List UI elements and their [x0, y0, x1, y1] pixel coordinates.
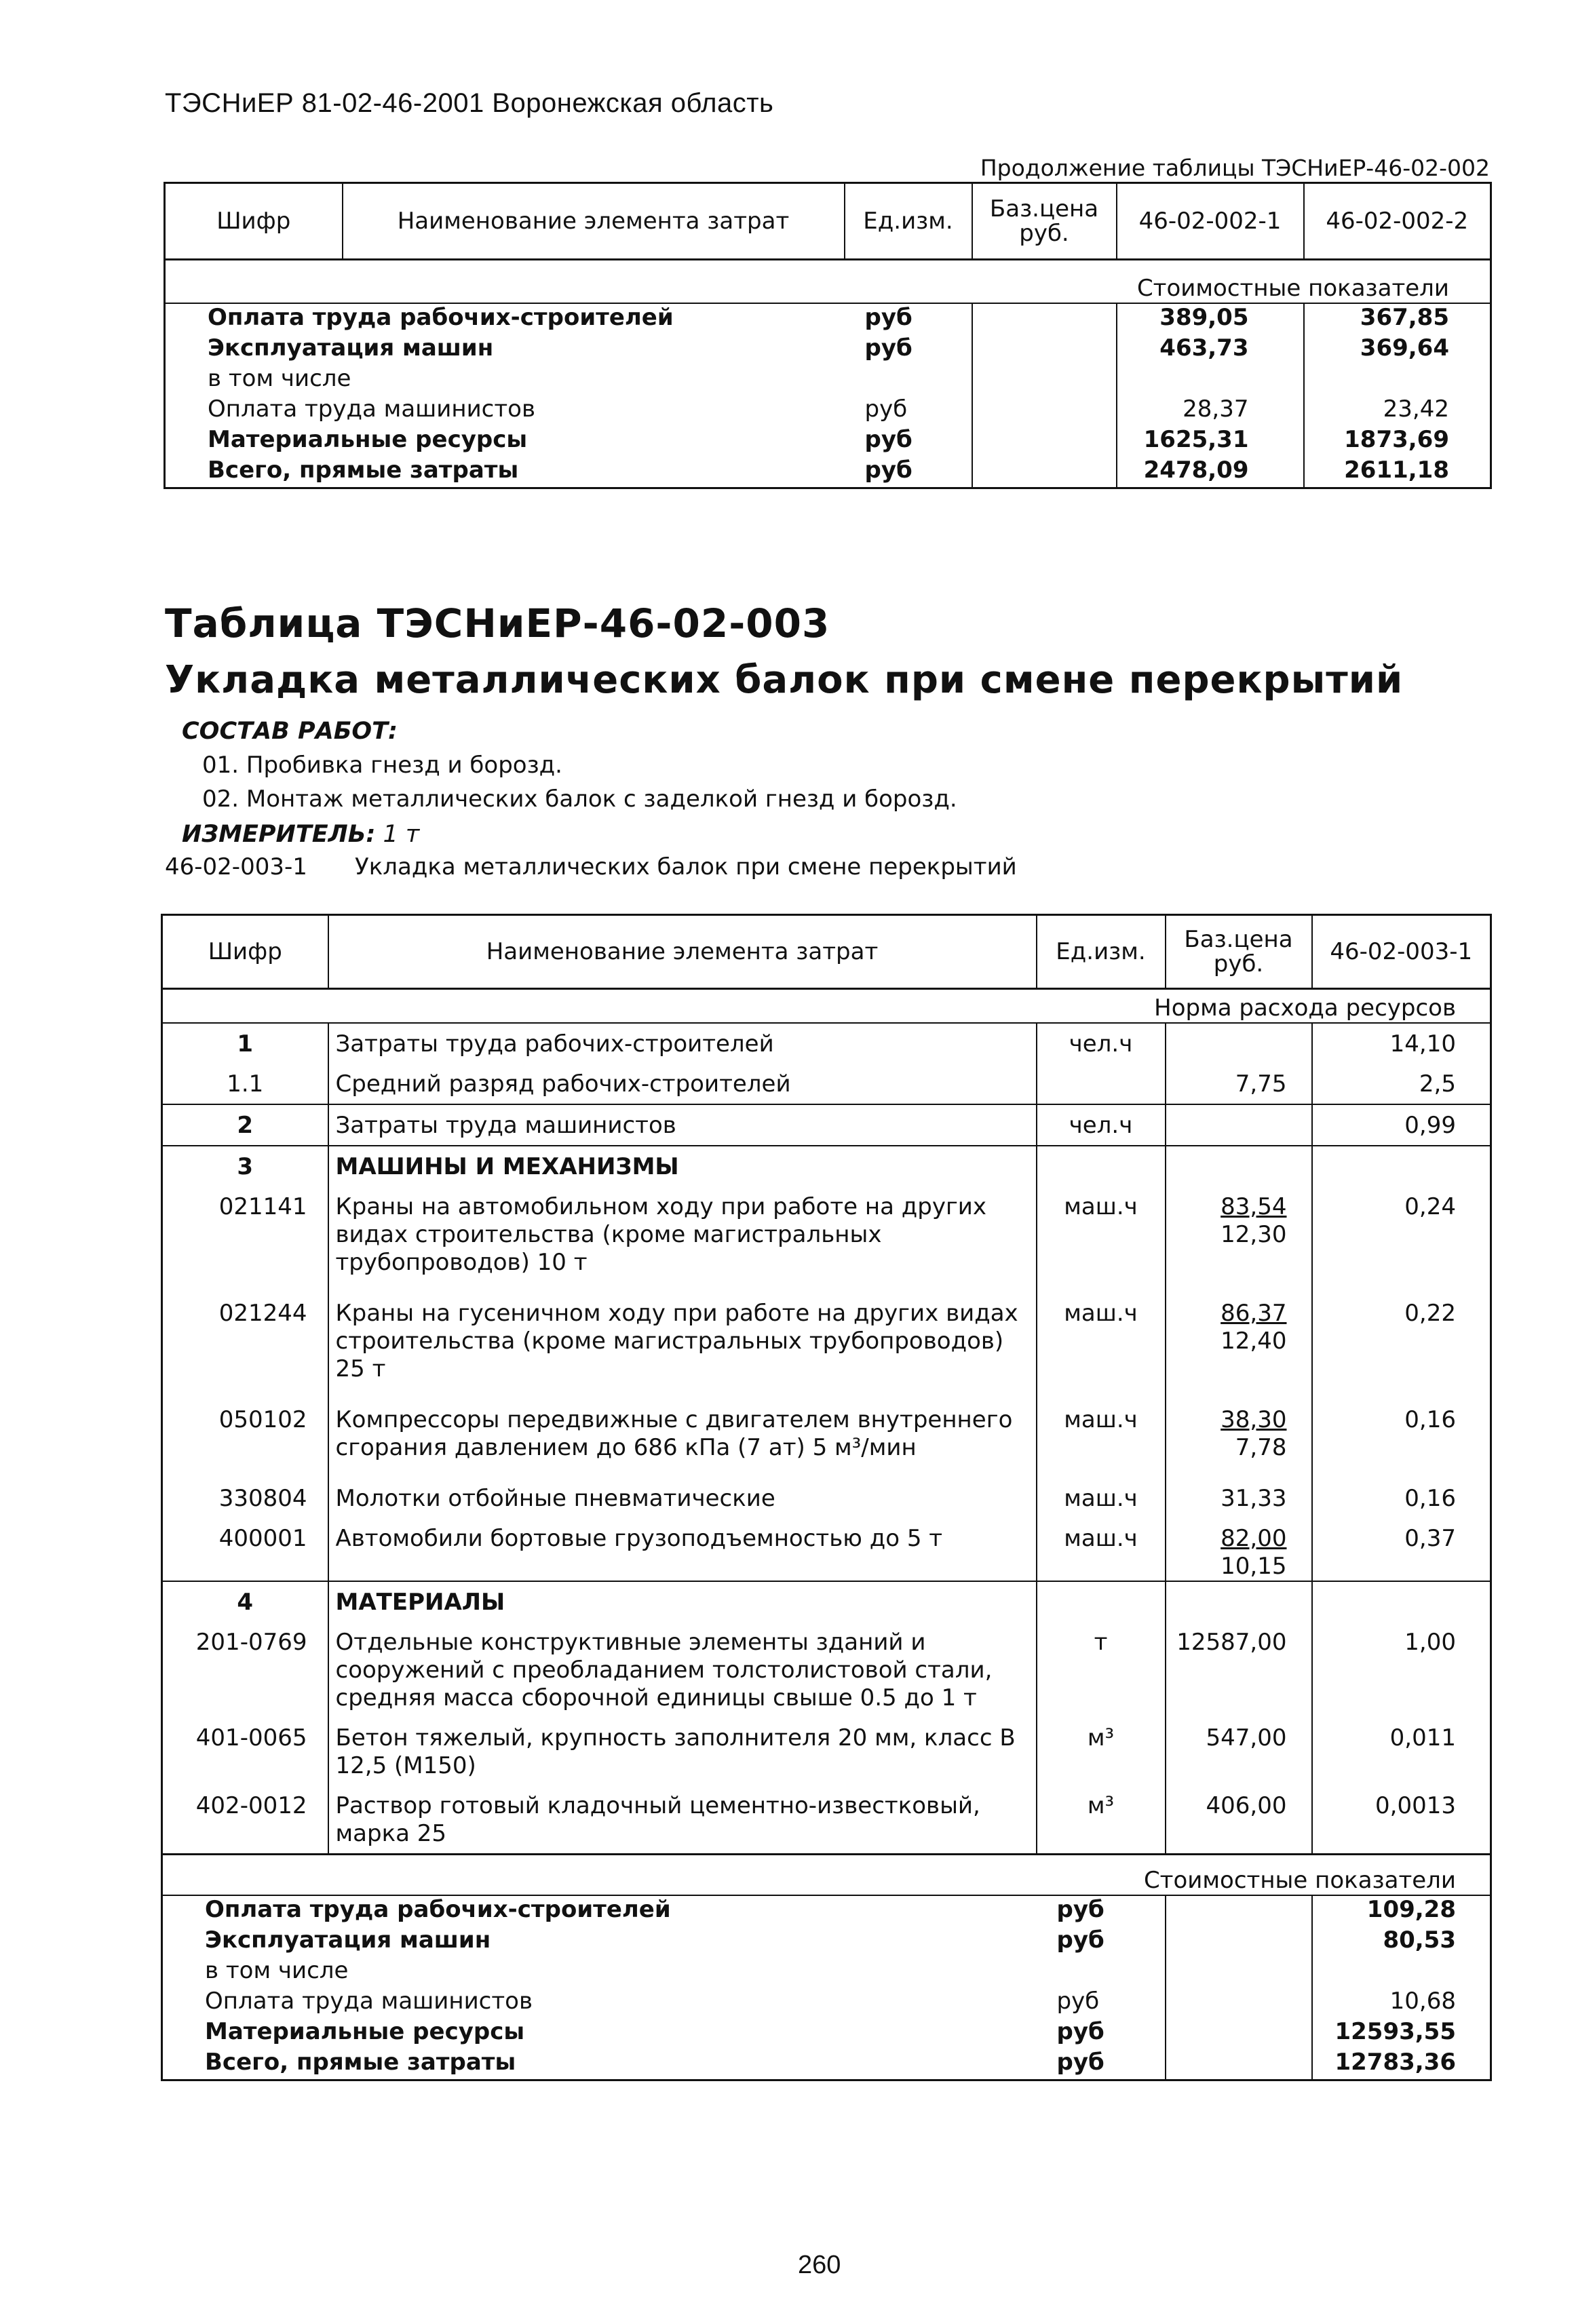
col-header-v1: 46-02-002-1: [1117, 183, 1304, 260]
cost-row-v1: 2478,09: [1117, 457, 1304, 488]
cost-row-unit: руб: [845, 334, 972, 365]
resource-price-value: 547,00: [1206, 1724, 1287, 1751]
t2-cost-price: [1166, 1988, 1312, 2018]
col-header-v2: 46-02-002-2: [1304, 183, 1491, 260]
resource-rows: [162, 1023, 1491, 1855]
resource-price-sub: 12,30: [1221, 1221, 1287, 1248]
resource-price-value: 38,30: [1221, 1406, 1287, 1433]
cost-row-price: [972, 457, 1117, 488]
resource-value: 0,22: [1404, 1300, 1456, 1327]
t2-cost-value: 12783,36: [1334, 2049, 1456, 2076]
cost-subheader: Стоимостные показатели: [165, 260, 1491, 304]
resource-value: 2,5: [1419, 1070, 1456, 1098]
cost-row-v1: 1625,31: [1117, 426, 1304, 457]
resource-price-value: 82,00: [1221, 1525, 1287, 1552]
cost-row: [165, 457, 1491, 488]
resource-name: Автомобили бортовые грузоподъемностью до 5 т: [328, 1518, 1037, 1581]
resource-price: [1166, 1785, 1312, 1855]
t2-col-header-price: Баз.цена руб.: [1166, 915, 1312, 989]
cost-row-v2: 369,64: [1360, 334, 1449, 362]
resource-unit: [1037, 1146, 1166, 1186]
cost-row-price: [972, 334, 1117, 365]
resource-price: [1166, 1064, 1312, 1104]
resource-value: 0,011: [1389, 1724, 1456, 1751]
resource-unit: м³: [1037, 1785, 1166, 1855]
resource-name: Молотки отбойные пневматические: [328, 1478, 1037, 1518]
resource-unit: [1037, 1581, 1166, 1622]
resource-value: [1312, 1581, 1491, 1622]
cost-row-v1: 28,37: [1117, 395, 1304, 426]
resource-row: [162, 1146, 1491, 1186]
resource-unit: маш.ч: [1037, 1399, 1166, 1478]
cost-row-unit: руб: [845, 426, 972, 457]
t2-cost-rows: [162, 1895, 1491, 2080]
resource-price-value: 406,00: [1206, 1792, 1287, 1819]
t2-col-header-value: 46-02-003-1: [1312, 915, 1491, 989]
resource-name: Краны на гусеничном ходу при работе на других видах строительства (кроме магистральных трубопроводов) 25 т: [328, 1293, 1037, 1399]
resource-price-sub: 10,15: [1221, 1553, 1287, 1580]
resource-row: [162, 1104, 1491, 1146]
resource-value: [1312, 1146, 1491, 1186]
cost-row: [165, 426, 1491, 457]
cost-row-v2: 23,42: [1383, 395, 1449, 423]
norm-subheader: Норма расхода ресурсов: [162, 989, 1491, 1024]
t2-cost-name: Всего, прямые затраты: [205, 2049, 516, 2076]
resource-name: Компрессоры передвижные с двигателем внутреннего сгорания давлением до 686 кПа (7 ат) 5 м³/мин: [328, 1399, 1037, 1478]
resource-value: 14,10: [1389, 1030, 1456, 1058]
resource-unit: маш.ч: [1037, 1478, 1166, 1518]
document-header: ТЭСНиЕР 81-02-46-2001 Воронежская область: [165, 88, 774, 118]
resource-price: [1166, 1023, 1312, 1064]
resource-value: 0,16: [1404, 1485, 1456, 1512]
cost-row-name: Всего, прямые затраты: [208, 457, 519, 484]
resource-unit: чел.ч: [1037, 1023, 1166, 1064]
resource-unit: чел.ч: [1037, 1104, 1166, 1146]
resource-price: [1166, 1146, 1312, 1186]
resource-price: [1166, 1518, 1312, 1581]
t2-cost-value: 80,53: [1383, 1926, 1456, 1954]
resource-name: Краны на автомобильном ходу при работе на других видах строительства (кроме магистральных трубопроводов) 10 т: [328, 1186, 1037, 1293]
resource-row: [162, 1186, 1491, 1293]
t2-cost-name: Эксплуатация машин: [205, 1926, 491, 1954]
cost-row: [165, 303, 1491, 334]
resource-row: [162, 1518, 1491, 1581]
sostav-label: СОСТАВ РАБОТ:: [182, 718, 398, 745]
t2-cost-name: в том числе: [205, 1957, 349, 1984]
norm-code-desc: Укладка металлических балок при смене перекрытий: [355, 853, 1017, 880]
resource-row: [162, 1478, 1491, 1518]
cost-row-v2: 367,85: [1360, 304, 1449, 331]
resource-price-value: 83,54: [1221, 1193, 1287, 1220]
t2-cost-unit: руб: [1037, 1895, 1166, 1926]
resource-row: [162, 1622, 1491, 1718]
cost-row-v2: 1873,69: [1344, 426, 1449, 453]
resource-code: 1.1: [162, 1064, 328, 1104]
resource-price: [1166, 1478, 1312, 1518]
t2-cost-name: Оплата труда машинистов: [205, 1988, 533, 2015]
resource-code: 400001: [162, 1518, 328, 1581]
izmeritel-label: ИЗМЕРИТЕЛЬ:: [182, 821, 376, 848]
t2-cost-name: Оплата труда рабочих-строителей: [205, 1896, 671, 1923]
resource-code: 4: [162, 1581, 328, 1622]
resource-row: [162, 1581, 1491, 1622]
resource-price: [1166, 1622, 1312, 1718]
resource-row: [162, 1293, 1491, 1399]
t2-col-header-unit: Ед.изм.: [1037, 915, 1166, 989]
resource-value: 1,00: [1404, 1629, 1456, 1656]
cost-row-price: [972, 303, 1117, 334]
t2-cost-row: [162, 2049, 1491, 2080]
resource-unit: маш.ч: [1037, 1518, 1166, 1581]
resource-price: [1166, 1581, 1312, 1622]
resource-price-sub: 12,40: [1221, 1328, 1287, 1355]
resource-row: [162, 1785, 1491, 1855]
resource-name: Раствор готовый кладочный цементно-известковый, марка 25: [328, 1785, 1037, 1855]
t2-col-header-name: Наименование элемента затрат: [328, 915, 1037, 989]
resource-unit: маш.ч: [1037, 1293, 1166, 1399]
t2-cost-value: 109,28: [1366, 1896, 1456, 1923]
cost-row-name: Эксплуатация машин: [208, 334, 494, 362]
t2-cost-unit: руб: [1037, 1988, 1166, 2018]
izmeritel: [182, 821, 419, 848]
cost-row-price: [972, 365, 1117, 395]
work-item-1: 01. Пробивка гнезд и борозд.: [202, 752, 562, 779]
resource-value: 0,0013: [1375, 1792, 1456, 1819]
resource-name: Средний разряд рабочих-строителей: [328, 1064, 1037, 1104]
resource-value: 0,37: [1404, 1525, 1456, 1552]
cost-row-price: [972, 426, 1117, 457]
cost-row-name: Оплата труда машинистов: [208, 395, 536, 423]
cost-row: [165, 395, 1491, 426]
resource-code: 021141: [162, 1186, 328, 1293]
t2-cost-row: [162, 1926, 1491, 1957]
t2-cost-price: [1166, 2018, 1312, 2049]
t2-cost-price: [1166, 1926, 1312, 1957]
resource-price-value: 86,37: [1221, 1300, 1287, 1327]
resource-code: 402-0012: [162, 1785, 328, 1855]
cost-row-v1: [1117, 365, 1304, 395]
t2-cost-row: [162, 1957, 1491, 1988]
resource-value: 0,16: [1404, 1406, 1456, 1433]
work-item-2: 02. Монтаж металлических балок с заделкой гнезд и борозд.: [202, 786, 957, 813]
t2-cost-row: [162, 1988, 1491, 2018]
t2-cost-row: [162, 1895, 1491, 1926]
resource-price-sub: 7,78: [1235, 1434, 1287, 1461]
resource-name: Затраты труда машинистов: [328, 1104, 1037, 1146]
resource-code: 201-0769: [162, 1622, 328, 1718]
cost-row-unit: руб: [845, 303, 972, 334]
t2-cost-unit: [1037, 1957, 1166, 1988]
resource-name: МАТЕРИАЛЫ: [328, 1581, 1037, 1622]
resource-price: [1166, 1718, 1312, 1785]
cost-row: [165, 365, 1491, 395]
resource-name: Бетон тяжелый, крупность заполнителя 20 мм, класс В 12,5 (М150): [328, 1718, 1037, 1785]
cost-row-unit: руб: [845, 395, 972, 426]
resource-name: МАШИНЫ И МЕХАНИЗМЫ: [328, 1146, 1037, 1186]
t2-cost-subheader: Стоимостные показатели: [162, 1855, 1491, 1896]
resource-value: 0,99: [1312, 1104, 1491, 1146]
resource-value: 0,24: [1404, 1193, 1456, 1220]
cost-row-v1: 389,05: [1117, 303, 1304, 334]
cost-row-v1: 463,73: [1117, 334, 1304, 365]
continuation-note: Продолжение таблицы ТЭСНиЕР-46-02-002: [980, 155, 1490, 181]
resource-unit: т: [1037, 1622, 1166, 1718]
cost-table-46-02-002: [164, 182, 1492, 489]
resource-code: 3: [162, 1146, 328, 1186]
resource-price-value: 31,33: [1221, 1485, 1287, 1512]
cost-row-v2: 2611,18: [1344, 457, 1449, 484]
cost-row-name: в том числе: [208, 365, 351, 392]
t2-cost-value: 10,68: [1389, 1988, 1456, 2015]
resource-price-value: 7,75: [1235, 1070, 1287, 1098]
resource-price: [1166, 1104, 1312, 1146]
resource-row: [162, 1399, 1491, 1478]
izmeritel-value: 1 т: [383, 821, 420, 848]
resource-price: [1166, 1399, 1312, 1478]
resource-unit: [1037, 1064, 1166, 1104]
t2-cost-price: [1166, 1957, 1312, 1988]
resource-code: 401-0065: [162, 1718, 328, 1785]
cost-row-unit: [845, 365, 972, 395]
cost-row-unit: руб: [845, 457, 972, 488]
col-header-unit: Ед.изм.: [845, 183, 972, 260]
resource-name: Отдельные конструктивные элементы зданий и сооружений с преобладанием толстолистовой стали, средняя масса сборочной единицы свыше 0.5 до 1 т: [328, 1622, 1037, 1718]
cost-row-name: Оплата труда рабочих-строителей: [208, 304, 674, 331]
cost-row-price: [972, 395, 1117, 426]
norm-code: 46-02-003-1: [165, 853, 307, 880]
resource-code: 330804: [162, 1478, 328, 1518]
cost-row-name: Материальные ресурсы: [208, 426, 528, 453]
col-header-price: Баз.цена руб.: [972, 183, 1117, 260]
t2-cost-unit: руб: [1037, 1926, 1166, 1957]
t2-cost-price: [1166, 2049, 1312, 2080]
resource-unit: маш.ч: [1037, 1186, 1166, 1293]
resource-row: [162, 1023, 1491, 1064]
cost-row: [165, 334, 1491, 365]
resource-code: 1: [162, 1023, 328, 1064]
resource-price: [1166, 1186, 1312, 1293]
resource-price-value: 12587,00: [1176, 1629, 1287, 1656]
t2-cost-unit: руб: [1037, 2049, 1166, 2080]
resource-row: [162, 1064, 1491, 1104]
resource-row: [162, 1718, 1491, 1785]
resource-code: 2: [162, 1104, 328, 1146]
resource-code: 050102: [162, 1399, 328, 1478]
resource-table-46-02-003: [161, 914, 1492, 2081]
table-subtitle: Укладка металлических балок при смене перекрытий: [165, 658, 1404, 702]
page-number: 260: [798, 2251, 841, 2279]
t2-col-header-code: Шифр: [162, 915, 328, 989]
t2-cost-value: 12593,55: [1334, 2018, 1456, 2045]
t2-cost-unit: руб: [1037, 2018, 1166, 2049]
resource-price: [1166, 1293, 1312, 1399]
cost-rows: [165, 303, 1491, 488]
table-title: Таблица ТЭСНиЕР-46-02-003: [165, 600, 830, 646]
resource-code: 021244: [162, 1293, 328, 1399]
t2-cost-price: [1166, 1895, 1312, 1926]
t2-cost-value: [1312, 1957, 1491, 1988]
col-header-code: Шифр: [165, 183, 343, 260]
norm-code-line: [165, 853, 1017, 880]
cost-row-v2: [1304, 365, 1491, 395]
resource-unit: м³: [1037, 1718, 1166, 1785]
t2-cost-row: [162, 2018, 1491, 2049]
resource-name: Затраты труда рабочих-строителей: [328, 1023, 1037, 1064]
col-header-name: Наименование элемента затрат: [343, 183, 845, 260]
t2-cost-name: Материальные ресурсы: [205, 2018, 525, 2045]
